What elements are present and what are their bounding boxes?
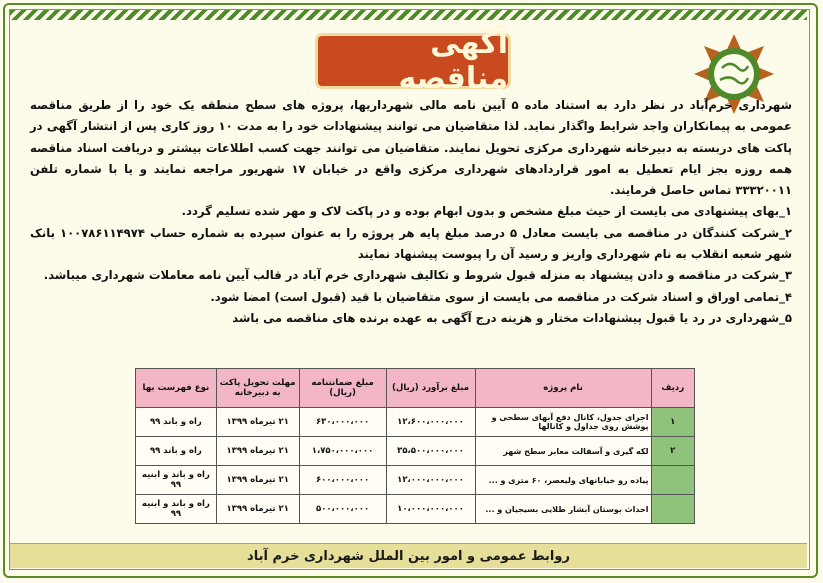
deadline: ۲۱ تیرماه ۱۳۹۹ [216, 437, 299, 466]
table-header-row [136, 369, 695, 408]
condition-1: ۱_بهای پیشنهادی می بایست از حیث مبلغ مشخص و بدون ابهام بوده و در پاکت لاک و مهر شده تسلیم گردد. [181, 204, 792, 219]
projects-table-wrap [135, 368, 695, 528]
condition-2: ۲_شرکت کنندگان در مناقصه می بایست معادل ۵ درصد مبلغ پایه هر پروژه را به عنوان سپرده به شماره حساب ۱۰۰۷۸۶۱۱۴۹۷۴ بانک شهر شعبه انقلاب به نام شهرداری واریز و رسید آن را پیوست پیشنهاد نمایند [30, 225, 792, 262]
table-row [136, 408, 695, 437]
footer-banner [10, 543, 807, 568]
condition-3: ۳_شرکت در مناقصه و دادن پیشنهاد به منزله قبول شروط و تکالیف شهرداری خرم آباد در قالب آیین نامه معاملات شهرداری میباشد. [43, 268, 792, 283]
price-list-type: راه و باند و ابنیه ۹۹ [136, 466, 217, 495]
table-row [136, 495, 695, 524]
table-row [136, 437, 695, 466]
price-list-type: راه و باند ۹۹ [136, 408, 217, 437]
row-number [651, 466, 694, 495]
project-name: پیاده رو خیابانهای ولیعصر، ۶۰ متری و ... [475, 466, 651, 495]
body-text [30, 95, 792, 329]
price-list-type: راه و باند ۹۹ [136, 437, 217, 466]
header-price-list: نوع فهرست بها [136, 369, 217, 408]
project-name: اجرای جدول، کانال دفع آبهای سطحی و پوشش روی جداول و کانالها [475, 408, 651, 437]
project-name: لکه گیری و آسفالت معابر سطح شهر [475, 437, 651, 466]
condition-4: ۴_تمامی اوراق و اسناد شرکت در مناقصه می بایست از سوی متقاضیان با قید (قبول است) امضا شود. [210, 289, 792, 304]
header-row-number: ردیف [651, 369, 694, 408]
deadline: ۲۱ تیرماه ۱۳۹۹ [216, 408, 299, 437]
intro-paragraph: شهرداری خرم‌آباد در نظر دارد به استناد ماده ۵ آیین نامه مالی شهرداریها، پروژه های سطح منطقه یک خود را از طریق مناقصه عمومی به پیمانکاران واجد شرایط واگذار نماید. لذا متقاضیان می توانند پیشنهادات خود را به مدت ۱۰ روز کاری پس از انتشار آگهی در پاکت های دربسته به دبیرخانه شهرداری مرکزی تحویل نمایند. متقاضیان می توانند جهت کسب اطلاعات بیشتر و دریافت اسناد مناقصه همه روزه بجز ایام تعطیل به امور قراردادهای شهرداری مرکزی واقع در خیابان ۱۷ شهریور مراجعه نمایند و یا با شماره تلفن ۳۳۳۲۰۰۱۱ تماس حاصل فرمایند. [30, 98, 792, 198]
projects-table [135, 368, 695, 524]
guarantee-amount: ۶۰۰،۰۰۰،۰۰۰ [299, 466, 386, 495]
price-list-type: راه و باند و ابنیه ۹۹ [136, 495, 217, 524]
header-project-name: نام پروژه [475, 369, 651, 408]
guarantee-amount: ۶۳۰،۰۰۰،۰۰۰ [299, 408, 386, 437]
estimate-amount: ۳۵،۵۰۰،۰۰۰،۰۰۰ [386, 437, 475, 466]
estimate-amount: ۱۲،۶۰۰،۰۰۰،۰۰۰ [386, 408, 475, 437]
ad-title-text: آگهی مناقصه [398, 26, 508, 96]
header-guarantee: مبلغ ضمانتنامه (ریال) [299, 369, 386, 408]
project-name: احداث بوستان آبشار طلایی بسیجیان و ... [475, 495, 651, 524]
header-deadline: مهلت تحویل پاکت به دبیرخانه [216, 369, 299, 408]
condition-5: ۵_شهرداری در رد یا قبول پیشنهادات مختار و هزینه درج آگهی به عهده برنده های مناقصه می باشد [232, 310, 792, 325]
row-number [651, 495, 694, 524]
row-number: ۱ [651, 408, 694, 437]
estimate-amount: ۱۲،۰۰۰،۰۰۰،۰۰۰ [386, 466, 475, 495]
decorative-top-band [10, 10, 807, 20]
header-estimate: مبلغ برآورد (ریال) [386, 369, 475, 408]
guarantee-amount: ۱،۷۵۰،۰۰۰،۰۰۰ [299, 437, 386, 466]
estimate-amount: ۱۰،۰۰۰،۰۰۰،۰۰۰ [386, 495, 475, 524]
footer-text: روابط عمومی و امور بین الملل شهرداری خرم آباد [247, 548, 570, 564]
ad-title [318, 26, 508, 96]
table-row [136, 466, 695, 495]
deadline: ۲۱ تیرماه ۱۳۹۹ [216, 495, 299, 524]
guarantee-amount: ۵۰۰،۰۰۰،۰۰۰ [299, 495, 386, 524]
deadline: ۲۱ تیرماه ۱۳۹۹ [216, 466, 299, 495]
row-number: ۲ [651, 437, 694, 466]
